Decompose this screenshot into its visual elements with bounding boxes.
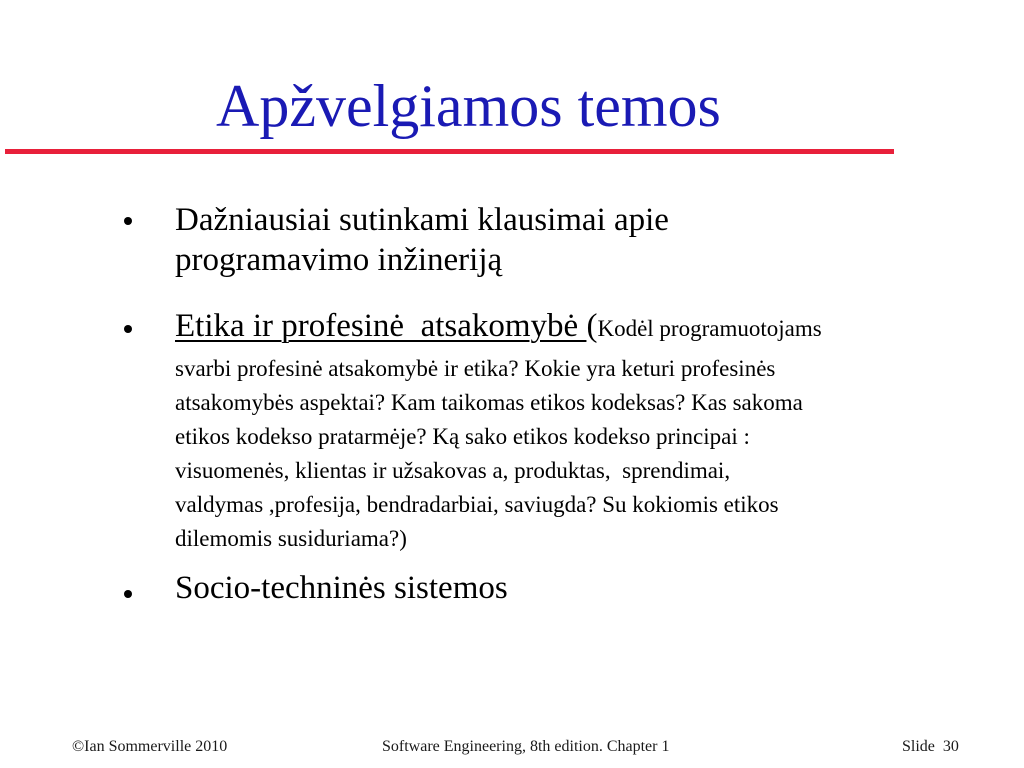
bullet-dot-icon [124,325,132,333]
bullet-2-paren: ( [586,308,598,344]
footer-book-title: Software Engineering, 8th edition. Chapter 1 [382,738,670,755]
bullet-2-detail-line: svarbi profesinė atsakomybė ir etika? Kokie yra keturi profesinės [175,356,776,381]
bullet-2-heading-link[interactable]: Etika ir profesinė atsakomybė [175,308,587,344]
bullet-2-detail-line: atsakomybės aspektai? Kam taikomas etikos kodeksas? Kas sakoma [175,390,803,415]
bullet-2-detail-line: visuomenės, klientas ir užsakovas a, produktas, sprendimai, [175,458,731,483]
bullet-2-detail-line: valdymas ,profesija, bendradarbiai, saviugda? Su kokiomis etikos [175,492,779,517]
footer-copyright: ©Ian Sommerville 2010 [72,738,228,755]
bullet-3-line-1: Socio-techninės sistemos [175,570,508,606]
bullet-2-detail-line: etikos kodekso pratarmėje? Ką sako etikos kodekso principai : [175,424,750,449]
footer-slide-number: Slide 30 [902,738,959,755]
slide-title: Apžvelgiamos temos [216,73,721,139]
bullet-2-detail-line: dilemomis susiduriama?) [175,526,407,551]
bullet-1-line-1: Dažniausiai sutinkami klausimai apie [175,202,669,238]
bullet-item-1 [175,200,995,280]
bullet-item-2 [175,306,995,556]
bullet-2-first-line: Kodėl programuotojams [597,316,822,341]
bullet-dot-icon [124,217,132,225]
bullet-dot-icon [124,590,132,598]
bullet-1-line-2: programavimo inžineriją [175,242,503,278]
bullet-item-3 [175,568,995,608]
